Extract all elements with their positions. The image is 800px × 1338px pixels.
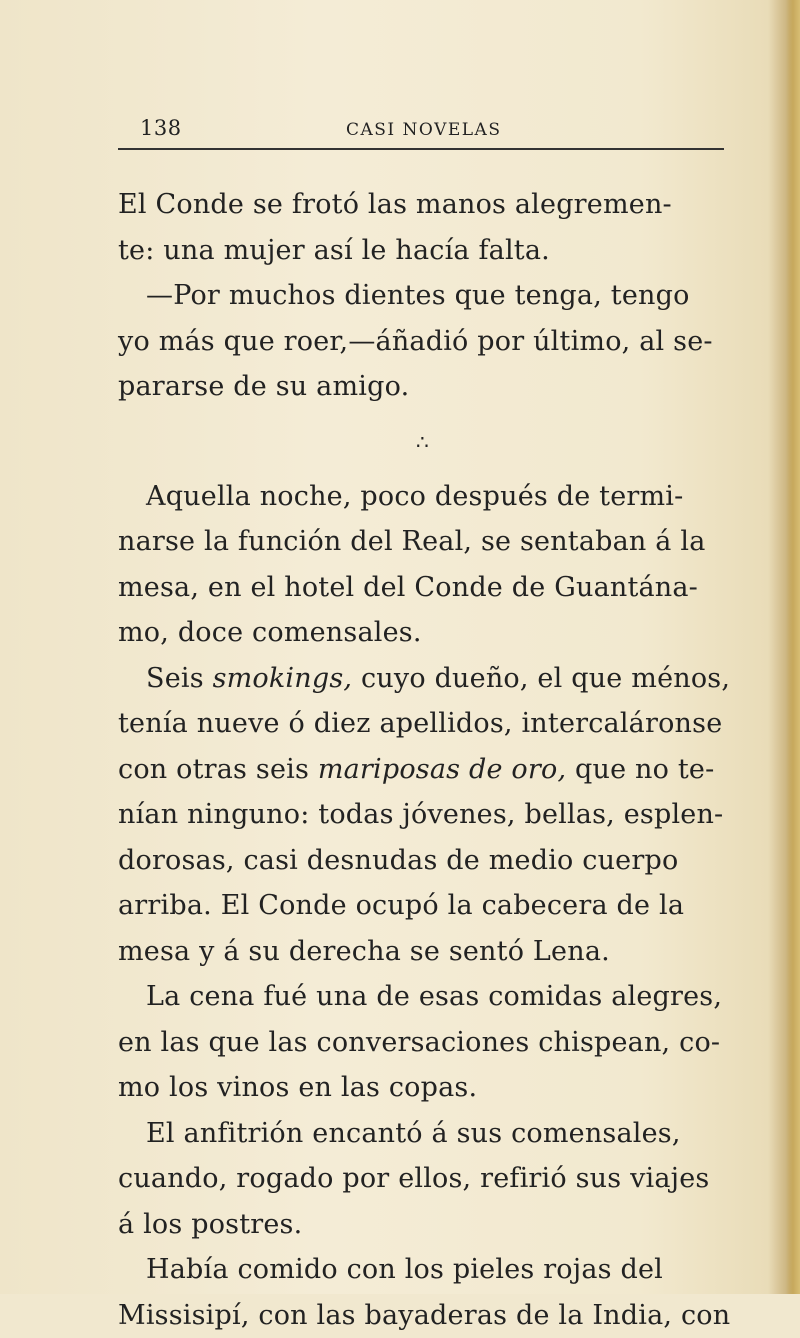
page-number: 138 [140, 116, 182, 140]
text-line: mo, doce comensales. [118, 610, 730, 656]
section-ornament: ∴ [118, 410, 730, 474]
text-line: El anfitrión encantó á sus comensales, [118, 1111, 730, 1157]
text-segment: que no te- [566, 754, 714, 785]
header-rule [118, 148, 724, 150]
text-line: cuando, rogado por ellos, refirió sus viajes [118, 1156, 730, 1202]
text-line: dorosas, casi desnudas de medio cuerpo [118, 838, 730, 884]
text-line: nían ninguno: todas jóvenes, bellas, esplen- [118, 792, 730, 838]
text-segment: con otras seis [118, 754, 318, 785]
text-line: pararse de su amigo. [118, 364, 730, 410]
running-head: CASI NOVELAS [346, 120, 501, 140]
text-segment: Seis [146, 663, 213, 694]
text-line [118, 656, 730, 702]
text-line: te: una mujer así le hacía falta. [118, 228, 730, 274]
text-line: La cena fué una de esas comidas alegres, [118, 974, 730, 1020]
text-line: mo los vinos en las copas. [118, 1065, 730, 1111]
text-line: tenía nueve ó diez apellidos, intercaláronse [118, 701, 730, 747]
italic-phrase: mariposas de oro, [318, 754, 566, 785]
text-line: á los postres. [118, 1202, 730, 1248]
body-text [118, 182, 730, 1338]
text-line: El Conde se frotó las manos alegremen- [118, 182, 730, 228]
text-line: narse la función del Real, se sentaban á la [118, 519, 730, 565]
text-line: Missisipí, con las bayaderas de la India, con [118, 1293, 730, 1338]
text-line: en las que las conversaciones chispean, co- [118, 1020, 730, 1066]
text-segment: cuyo dueño, el que ménos, [352, 663, 730, 694]
text-line: yo más que roer,—áñadió por último, al se- [118, 319, 730, 365]
italic-phrase: smokings, [213, 663, 353, 694]
text-line: Aquella noche, poco después de termi- [118, 474, 730, 520]
text-line [118, 747, 730, 793]
text-line: mesa, en el hotel del Conde de Guantána- [118, 565, 730, 611]
page-header [118, 112, 724, 152]
page-edge-shadow [786, 0, 800, 1294]
text-line: —Por muchos dientes que tenga, tengo [118, 273, 730, 319]
text-line: mesa y á su derecha se sentó Lena. [118, 929, 730, 975]
text-line: arriba. El Conde ocupó la cabecera de la [118, 883, 730, 929]
text-line: Había comido con los pieles rojas del [118, 1247, 730, 1293]
